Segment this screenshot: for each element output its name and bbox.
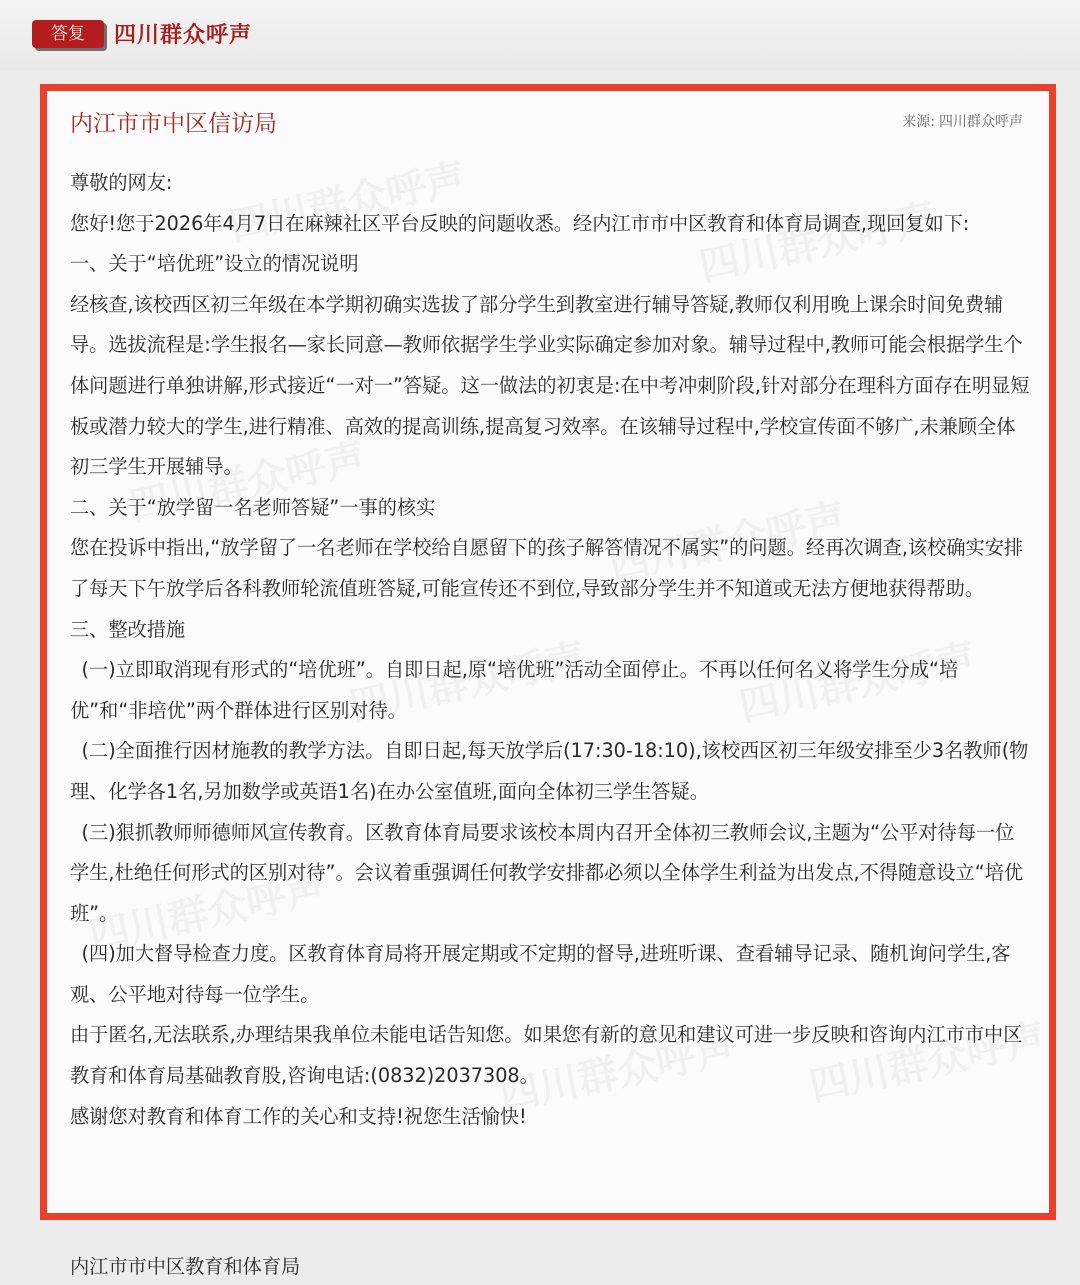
thanks-line: 感谢您对教育和体育工作的关心和支持!祝您生活愉快!: [70, 1104, 527, 1128]
measure-4: (四)加大督导检查力度。区教育体育局将开展定期或不定期的督导,进班听课、查看辅导记录、随机询问学生,客观、公平地对待每一位学生。: [70, 942, 1011, 1006]
section-2-title: 二、关于“放学留一名老师答疑”一事的核实: [70, 495, 436, 519]
section-2-body: 您在投诉中指出,“放学留了一名老师在学校给自愿留下的孩子解答情况不属实”的问题。经再次调查,该校确实安排了每天下午放学后各科教师轮流值班答疑,可能宣传还不到位,导致部分学生并不知道或无法方便地获得帮助。: [70, 536, 1024, 600]
top-bar: [0, 0, 1080, 70]
source-label: 来源:: [902, 114, 935, 130]
source-line: [902, 111, 1023, 131]
section-1-body: 经核查,该校西区初三年级在本学期初确实选拔了部分学生到教室进行辅导答疑,教师仅利用晚上课余时间免费辅导。选拔流程是:学生报名—家长同意—教师依据学生学业实际确定参加对象。辅导过程中,教师可能会根据学生个体问题进行单独讲解,形式接近“一对一”答疑。这一做法的初衷是:在中考冲刺阶段,针对部分在理科方面存在明显短板或潜力较大的学生,进行精准、高效的提高训练,提高复习效率。在该辅导过程中,学校宣传面不够广,未兼顾全体初三学生开展辅导。: [70, 292, 1030, 479]
source-name: 四川群众呼声: [939, 114, 1023, 130]
measure-1: (一)立即取消现有形式的“培优班”。自即日起,原“培优班”活动全面停止。不再以任何名义将学生分成“培优”和“非培优”两个群体进行区别对待。: [70, 658, 959, 722]
intro-paragraph: 您好!您于2026年4月7日在麻辣社区平台反映的问题收悉。经内江市市中区教育和体育局调查,现回复如下:: [70, 211, 970, 235]
section-3-title: 三、整改措施: [70, 617, 186, 641]
greeting: 尊敬的网友:: [70, 171, 173, 194]
letter-body: [70, 163, 1030, 1137]
reply-badge: 答复: [32, 20, 104, 48]
measure-2: (二)全面推行因材施教的教学方法。自即日起,每天放学后(17:30-18:10),该校西区初三年级安排至少3名教师(物理、化学各1名,另加数学或英语1名)在办公室值班,面向全体初三学生答疑。: [70, 739, 1029, 803]
brand-title: 四川群众呼声: [114, 23, 253, 48]
reply-panel: [40, 84, 1056, 1220]
panel-title: 内江市市中区信访局: [70, 111, 277, 137]
measure-3: (三)狠抓教师师德师风宣传教育。区教育体育局要求该校本周内召开全体初三教师会议,主题为“公平对待每一位学生,杜绝任何形式的区别对待”。会议着重强调任何教学安排都必须以全体学生利益为出发点,不得随意设立“培优班”。: [70, 820, 1024, 925]
section-1-title: 一、关于“培优班”设立的情况说明: [70, 252, 359, 276]
closing-paragraph: 由于匿名,无法联系,办理结果我单位未能电话告知您。如果您有新的意见和建议可进一步反映和咨询内江市市中区教育和体育局基础教育股,咨询电话:(0832)2037308。: [70, 1023, 1023, 1088]
signature-office: 内江市市中区教育和体育局: [70, 1255, 301, 1278]
